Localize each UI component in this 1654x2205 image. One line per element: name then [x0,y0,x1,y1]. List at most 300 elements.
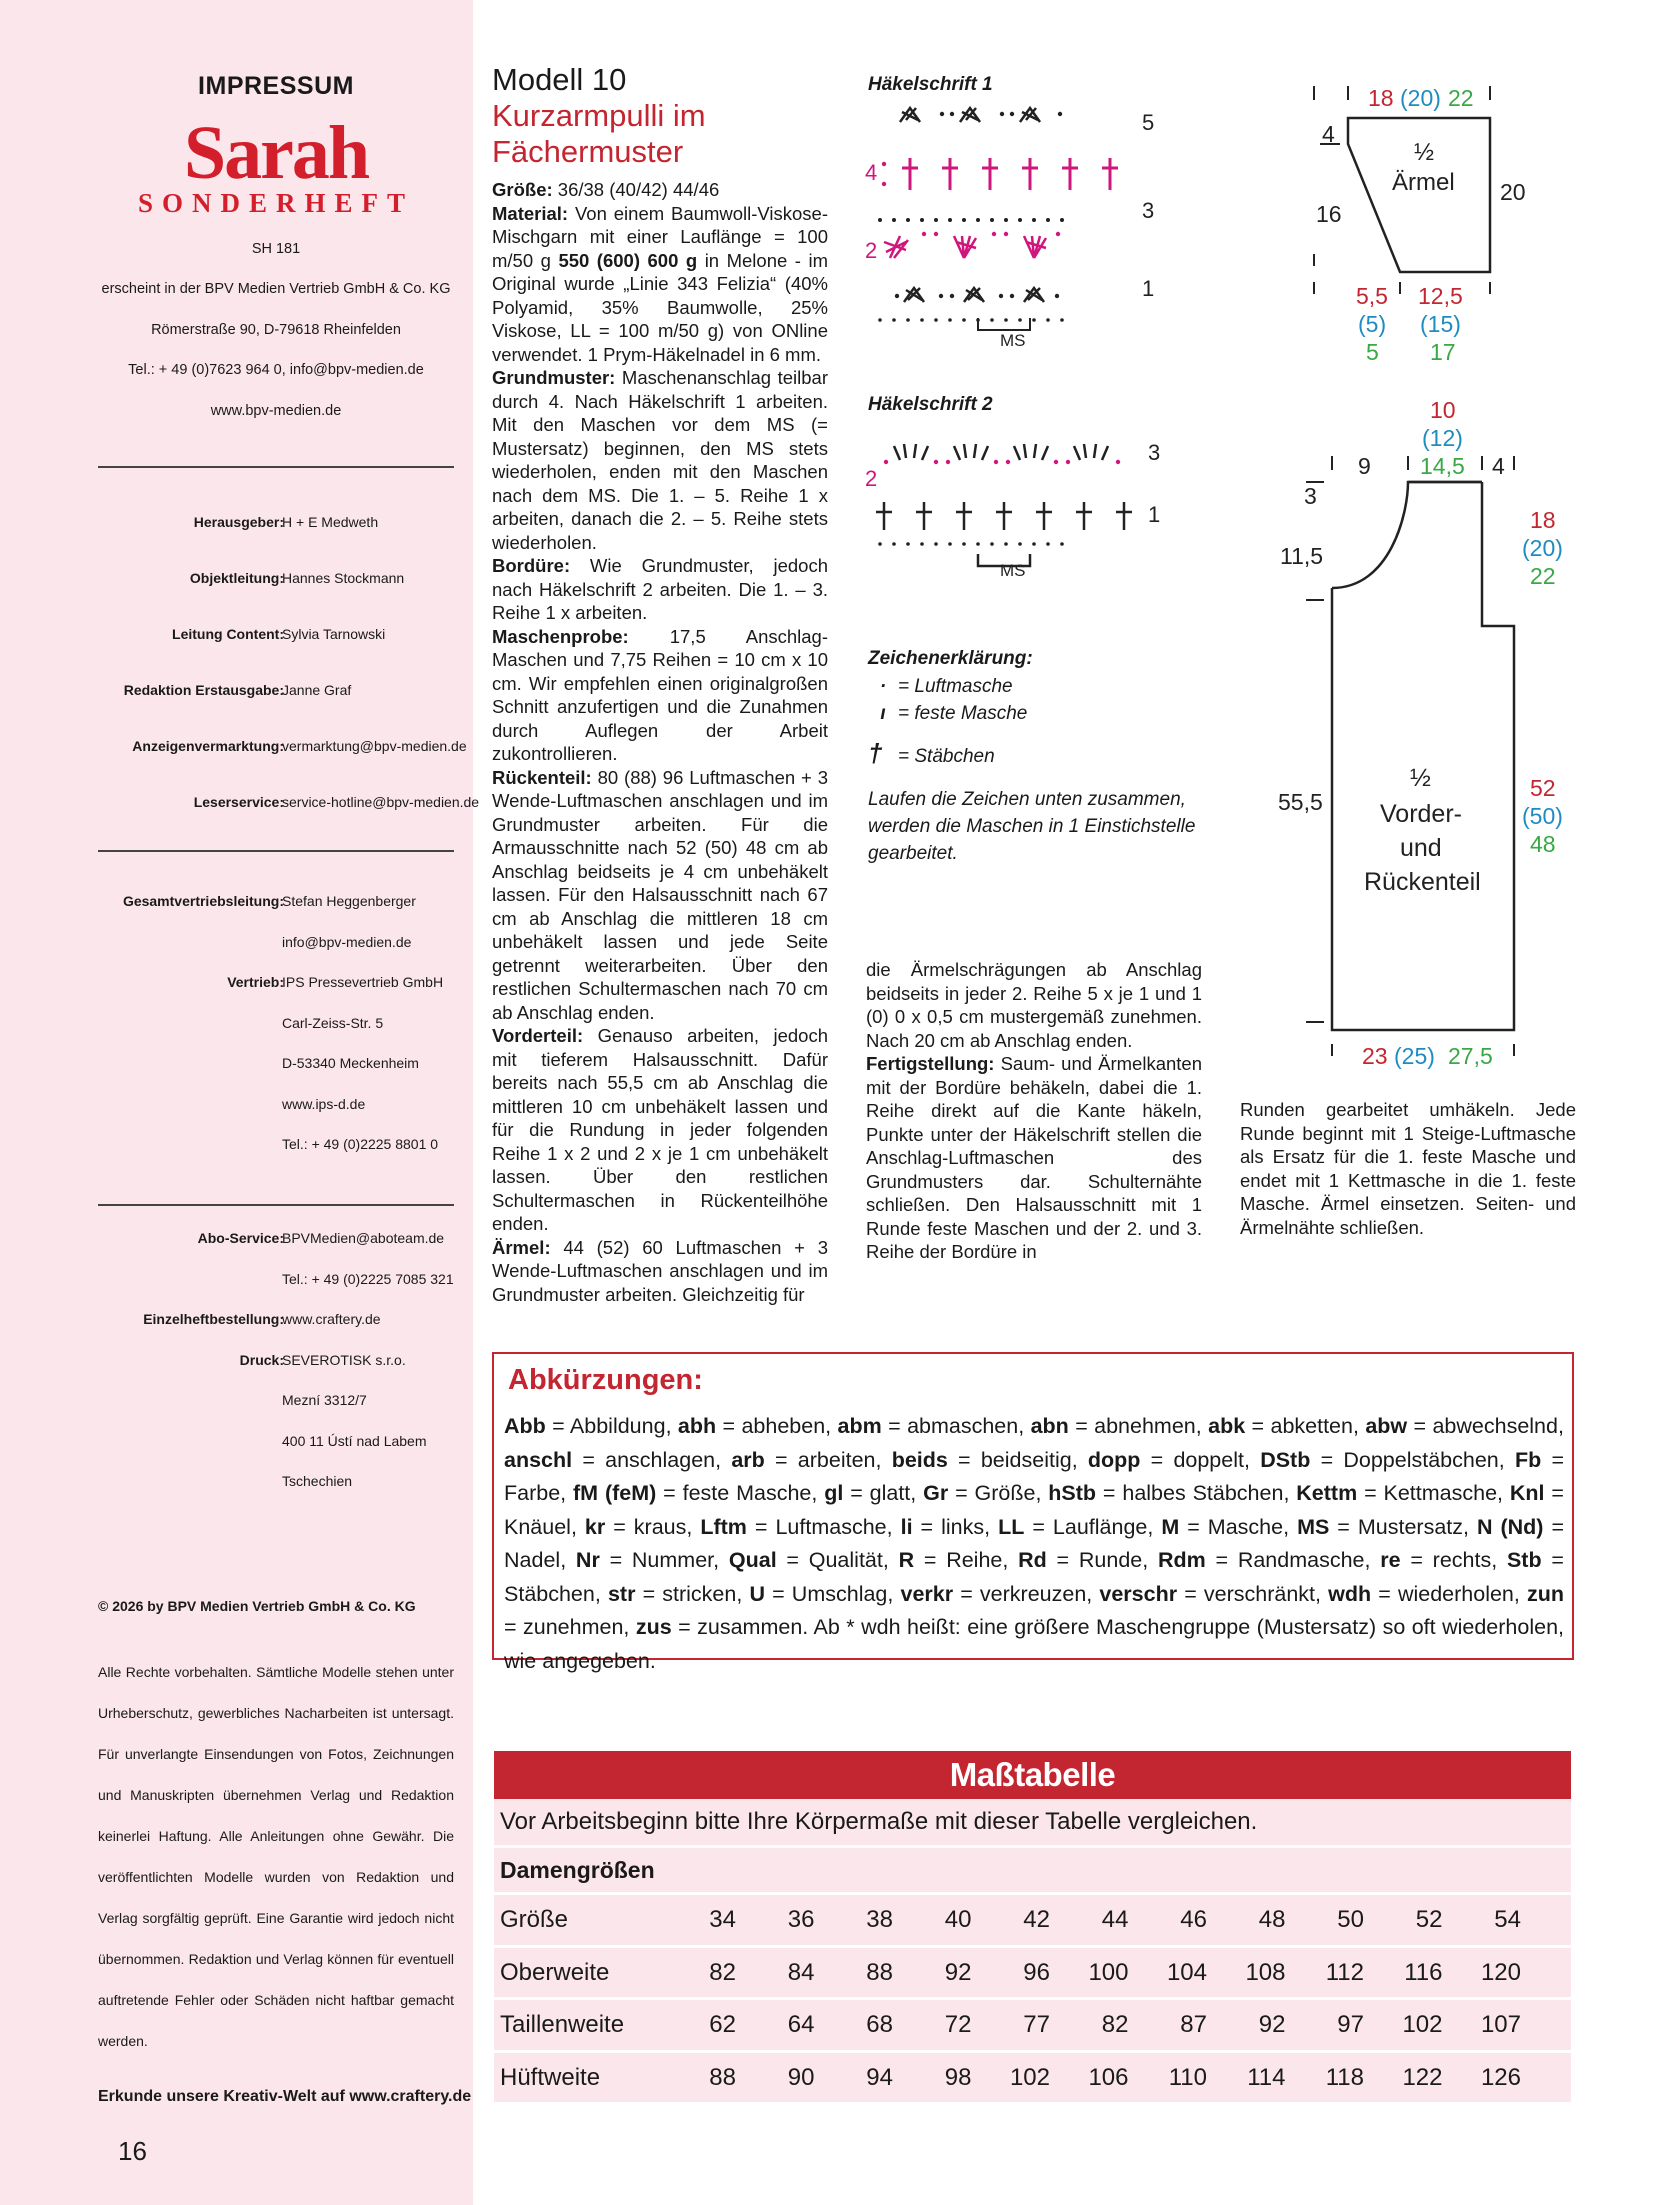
divider [98,466,454,468]
abbreviation-term: N (Nd) [1476,1514,1544,1539]
abbreviation-meaning: Größe [974,1481,1036,1505]
size-cell: 92 [1258,2011,1286,2038]
abbreviation-entry: dopp = doppelt, [1087,1447,1261,1472]
staff-value[interactable]: service-hotline@bpv-medien.de [282,794,480,810]
abbreviation-meaning: doppelt [1173,1447,1244,1472]
armhole-3: 22 [1530,563,1556,589]
abbreviation-entry: R = Reihe, [898,1548,1019,1572]
size-cell: 116 [1404,1958,1443,1986]
size-cell: 48 [1258,1906,1286,1933]
abbreviation-term: Gr [923,1481,949,1505]
service-value[interactable]: www.craftery.de [282,1311,381,1327]
size-cell: 102 [1009,2063,1050,2091]
abbreviation-meaning: Doppelstäbchen [1343,1447,1499,1472]
distribution-row [0,934,552,954]
service-row [0,1311,552,1331]
abbreviation-meaning: Nummer [631,1548,714,1572]
abbreviation-entry: hStb = halbes Stäbchen, [1048,1481,1297,1505]
abbreviations-list [504,1410,1564,1678]
abbreviation-term: beids [891,1447,948,1472]
body-top-1: 10 [1430,397,1456,423]
abbreviation-term: Rd [1018,1548,1047,1572]
neck-depth: 11,5 [1280,543,1324,569]
abbreviation-term: R [898,1548,915,1572]
sleeve-cap: 4 [1322,121,1335,147]
size-cell: 36 [787,1906,815,1933]
divider [98,850,454,852]
abbreviation-meaning: arbeiten [797,1447,876,1472]
abbreviation-entry: M = Masche, [1161,1514,1298,1539]
service-value: SEVEROTISK s.r.o. [282,1351,406,1368]
size-cell: 90 [787,2063,815,2091]
abbreviation-meaning: Luftmasche [775,1514,887,1539]
abbreviation-meaning: Kettmasche [1383,1481,1498,1505]
service-row [0,1230,552,1250]
abbreviation-term: hStb [1048,1481,1097,1505]
size-row [494,2053,1571,2103]
legal-text: Alle Rechte vorbehalten. Sämtliche Modelle stehen unter Urheberschutz, gewerbliches Nacharbeiten ist untersagt. Für unverlangte Einsendungen von Fotos, Zeichnungen und Manuskripten übernehmen Verlag und Redaktion keinerlei Haftung. Alle Anleitungen ohne Gewähr. Die veröffentlichten Modelle wurden von Redaktion und Verlag sorgfältig geprüft. Eine Garantie wird jedoch nicht übernommen. Redaktion und Verlag können für eventuell auftretende Fehler oder Schäden nicht haftbar gemacht werden. [98,1664,454,2049]
distribution-value[interactable]: www.ips-d.de [282,1095,366,1112]
size-cell: 100 [1088,1958,1129,1986]
sleeve-bl-3: 5 [1366,339,1379,365]
abbreviation-meaning: verkreuzen [979,1581,1087,1606]
abbreviation-term: zun [1527,1581,1565,1606]
size-cell: 94 [866,2063,893,2091]
service-value[interactable]: BPVMedien@aboteam.de [282,1230,445,1246]
size-cell: 102 [1402,2011,1443,2038]
divider [98,1204,454,1206]
distribution-row [0,1136,552,1156]
body-top-2: (12) [1422,425,1463,451]
distribution-row [0,1096,552,1116]
logo-sub: SONDERHEFT [137,188,415,218]
abbreviation-term: anschl [504,1447,573,1472]
sleeve-br-1: 12,5 [1418,283,1463,309]
row-label-2: 2 [865,238,878,263]
size-cell: 118 [1325,2063,1364,2091]
abbreviation-meaning: Knäuel [504,1514,571,1539]
row-label-1: 1 [1142,276,1155,301]
sarah-logo [0,111,552,218]
size-cell: 106 [1088,2063,1129,2091]
abbreviation-entry: verschr = verschränkt, [1099,1581,1329,1606]
abbreviation-term: re [1380,1548,1401,1572]
size-cell: 72 [944,2011,972,2038]
section-text: Damengrößen [500,1857,655,1883]
staff-row [0,682,552,702]
size-cell: 87 [1180,2011,1207,2038]
abbreviation-entry: arb = arbeiten, [731,1447,892,1472]
abbreviation-term: abn [1030,1414,1069,1438]
abbreviation-entry: re = rechts, [1380,1548,1507,1572]
size-row [494,1895,1571,1945]
staff-row [0,514,552,534]
abbreviation-term: arb [731,1447,765,1472]
length-right-3: 48 [1530,831,1556,857]
abbreviation-entry: abn = abnehmen, [1030,1414,1209,1438]
abbreviation-meaning: beidseitig [980,1447,1072,1472]
staff-key: Objektleitung: [189,570,284,586]
abbreviation-entry: Gr = Größe, [923,1481,1049,1505]
abbreviation-meaning: anschlagen [605,1447,716,1472]
abbreviation-meaning: abwechselnd [1432,1414,1558,1438]
length-right-2: (50) [1522,803,1563,829]
abbreviation-meaning: abketten [1270,1414,1353,1438]
dagger-icon: † [868,738,883,768]
abbreviation-meaning: Stäbchen [504,1581,595,1606]
instructions-column-3: Runden gearbeitet umhäkeln. Jede Runde beginnt mit 1 Steige-Luftmasche als Ersatz für die 1. feste Masche und endet mit 1 Kettmasche in die 1. feste Masche. Ärmel einsetzen. Seiten- und Ärmelnähte schließen. [1240,1099,1576,1238]
abbreviation-entry: abw = abwechselnd, [1365,1414,1564,1438]
abbreviation-entry: Rdm = Randmasche, [1157,1548,1381,1572]
abbreviation-entry: zus = zusammen. [635,1615,814,1639]
staff-row [0,626,552,646]
neck-drop: 3 [1304,483,1317,509]
size-cell: 92 [944,1958,972,1986]
abbreviation-meaning: rechts [1432,1548,1492,1572]
abbreviation-term: abk [1208,1414,1246,1438]
abbreviation-entry: U = Umschlag, [749,1581,901,1606]
distribution-row [0,974,552,994]
publisher-address: Römerstraße 90, D-79618 Rheinfelden [151,322,401,338]
bottom-3: 27,5 [1448,1043,1493,1069]
body-schematic [1270,394,1590,1074]
staff-key: Herausgeber: [193,514,284,530]
abbreviation-meaning: Mustersatz [1357,1514,1463,1539]
size-cell: 88 [709,2063,736,2091]
abbreviation-entry: DStb = Doppelstäbchen, [1260,1447,1515,1472]
abbreviation-meaning: halbes Stäbchen [1122,1481,1284,1505]
abbreviation-entry: beids = beidseitig, [891,1447,1088,1472]
legend-sc [868,703,1027,725]
ms-label: MS [1000,331,1026,350]
distribution-row [0,1015,552,1035]
legend-dc-text: = Stäbchen [898,746,995,767]
abbreviation-entry: Knl = Knäuel, [504,1481,1564,1539]
bottom-2: (25) [1394,1043,1435,1069]
abbreviation-entry: fM (feM) = feste Masche, [573,1481,825,1505]
abbreviation-term: Knl [1509,1481,1545,1505]
abbreviation-entry: Abb = Abbildung, [504,1414,678,1438]
abbreviation-entry: verkr = verkreuzen, [900,1581,1100,1606]
abbreviation-meaning: zunehmen [523,1615,624,1639]
logo-main: Sarah [183,111,369,195]
size-row [494,1948,1571,1998]
service-key: Einzelheftbestellung: [143,1311,284,1327]
abbreviation-entry: Qual = Qualität, [728,1548,899,1572]
service-key: Abo-Service: [197,1230,284,1246]
copyright: © 2026 by BPV Medien Vertrieb GmbH & Co. KG [98,1598,416,1614]
distribution-key: Vertrieb: [227,974,284,990]
size-table-title: Maßtabelle [494,1751,1571,1799]
size-row [494,2000,1571,2050]
size-row-label: Oberweite [500,1958,610,1986]
row2-label-1: 1 [1148,502,1161,527]
staff-value[interactable]: vermarktung@bpv-medien.de [282,738,467,754]
publisher-line: erscheint in der BPV Medien Vertrieb GmbH & Co. KG [101,281,451,297]
length-left: 55,5 [1278,789,1323,815]
abbreviation-meaning: Lauflänge [1052,1514,1148,1539]
row2-label-2: 2 [865,466,878,491]
abbreviation-entry: abm = abmaschen, [837,1414,1031,1438]
body-label-half: ½ [1410,764,1431,792]
distribution-key: Gesamtvertriebsleitung: [122,893,284,909]
bar-icon: ı [880,703,886,724]
title-line-1: Kurzarmpulli im [492,98,706,133]
sleeve-top-2: (20) [1400,85,1441,111]
size-cell: 52 [1415,1906,1443,1933]
size-cell: 110 [1168,2063,1207,2091]
dot-icon: · [879,676,887,697]
article-title [492,98,706,170]
size-cell: 98 [944,2063,972,2091]
size-cell: 50 [1337,1906,1364,1933]
abbreviation-entry: li = links, [900,1514,999,1539]
abbreviation-term: Rdm [1157,1548,1206,1572]
abbreviation-entry: wdh = wiederholen, [1328,1581,1528,1606]
model-number: Modell 10 [492,62,627,97]
sleeve-bl-1: 5,5 [1356,283,1388,309]
abbreviation-term: M [1161,1514,1180,1539]
abbreviation-meaning: kraus [633,1514,687,1539]
distribution-value: IPS Pressevertrieb GmbH [282,974,444,990]
crochet-chart-2 [860,420,1180,580]
instructions-column-2: die Ärmelschrägungen ab Anschlag beidseits in jeder 2. Reihe 5 x je 1 und 1 (0) 0 x 0,5 cm mustergemäß zunehmen. Nach 20 cm ab Anschlag enden. Fertigstellung: Saum- und Ärmelkanten mit der Bordüre behäkeln, dabei die 1. Reihe direkt auf die Kante häkeln, Punkte unter der Häkelschrift stellen die Anschlag-Luftmaschen des Grundmusters dar. Schulternähte schließen. Den Halsausschnitt mit 1 Runde feste Maschen und der 2. und 3. Reihe der Bordüre in [866,959,1202,1262]
row2-label-3: 3 [1148,440,1161,465]
size-cell: 42 [1023,1906,1050,1933]
sleeve-br-3: 17 [1430,339,1456,365]
service-row [0,1271,552,1291]
service-value: Tschechien [282,1473,353,1489]
size-cell: 77 [1023,2011,1050,2038]
abbreviation-entry: abh = abheben, [677,1414,838,1438]
abbreviation-term: Abb [504,1414,546,1438]
abbreviation-term: U [749,1581,765,1606]
body-label-rueck: Rückenteil [1364,868,1481,896]
abbreviation-term: wdh [1328,1581,1372,1606]
size-cell: 44 [1101,1906,1129,1933]
abbreviation-meaning: feste Masche [682,1481,812,1505]
abbreviation-term: gl [824,1481,844,1505]
bottom-1: 23 [1362,1043,1388,1069]
size-table-intro [494,1799,1571,1845]
abbreviation-term: verkr [900,1581,954,1606]
publisher-contact: Tel.: + 49 (0)7623 964 0, info@bpv-medien.de [128,362,424,378]
publisher-web[interactable]: www.bpv-medien.de [210,403,342,419]
staff-key: Leserservice: [193,794,284,810]
ms-label: MS [1000,561,1026,580]
abbreviation-meaning: Randmasche [1237,1548,1365,1572]
abbreviation-term: Lftm [700,1514,747,1539]
abbreviation-meaning: Reihe [946,1548,1003,1572]
size-cell: 84 [787,1958,815,1986]
distribution-row [0,893,552,913]
armhole-1: 18 [1530,507,1556,533]
legend-note: Laufen die Zeichen unten zusammen, werden die Maschen in 1 Einstichstelle gearbeitet. [868,789,1196,864]
abbreviation-term: Fb [1514,1447,1542,1472]
sleeve-half: ½ [1414,139,1435,166]
sleeve-left: 16 [1316,201,1342,227]
chart-1-label: Häkelschrift 1 [868,74,993,95]
abbreviation-term: verschr [1099,1581,1178,1606]
legend-dc [868,738,995,769]
impressum-heading: IMPRESSUM [198,72,354,100]
abbreviation-entry: Nr = Nummer, [575,1548,729,1572]
abbreviation-entry: str = stricken, [607,1581,750,1606]
sleeve-top-1: 18 [1368,85,1394,111]
size-cell: 62 [709,2011,736,2038]
sleeve-schematic [1260,76,1550,376]
service-row [0,1352,552,1372]
craftery-link[interactable]: Erkunde unsere Kreativ-Welt auf www.craftery.de [98,2088,472,2105]
issue-number: SH 181 [251,241,301,257]
legend-sc-text: = feste Masche [898,703,1028,724]
size-cell: 34 [709,1906,736,1933]
size-cell: 64 [787,2011,815,2038]
service-row [0,1433,552,1453]
size-cell: 38 [866,1906,893,1933]
abbreviation-entry: abk = abketten, [1208,1414,1366,1438]
sleeve-right: 20 [1500,179,1526,205]
abbreviation-term: str [607,1581,636,1606]
size-row-label: Taillenweite [500,2011,625,2038]
abbreviation-entry: LL = Lauflänge, [998,1514,1162,1539]
abbreviation-term: LL [998,1514,1025,1539]
abbreviation-term: Stb [1506,1548,1542,1572]
abbreviation-meaning: Farbe [504,1481,561,1505]
row-label-4: 4 [865,160,878,185]
abbreviation-term: fM (feM) [573,1481,657,1505]
chart-2-label: Häkelschrift 2 [868,394,993,415]
size-cell: 40 [944,1906,972,1933]
size-table-rows [494,1892,1571,2102]
size-cell: 112 [1325,1958,1364,1986]
length-right-1: 52 [1530,775,1556,801]
abbreviations-title: Abkürzungen: [508,1364,703,1396]
size-cell: 107 [1480,2011,1521,2038]
abbreviation-meaning: Nadel [504,1548,561,1572]
abbreviation-term: dopp [1087,1447,1141,1472]
distribution-value: Stefan Heggenberger [282,893,416,909]
abbreviation-meaning: verschränkt [1203,1581,1316,1606]
sleeve-bl-2: (5) [1358,311,1387,337]
size-cell: 97 [1337,2011,1364,2038]
service-value: 400 11 Ústí nad Labem [282,1432,427,1449]
legend-chain-text: = Luftmasche [898,676,1013,697]
page-number: 16 [118,2136,147,2166]
staff-value: Janne Graf [282,682,352,698]
abbreviation-meaning: abheben [741,1414,826,1438]
size-cell: 122 [1402,2063,1443,2091]
abbreviations-box [492,1352,1574,1673]
sleeve-top-3: 22 [1448,85,1474,111]
armhole-2: (20) [1522,535,1563,561]
sleeve-label: Ärmel [1392,169,1455,196]
abbreviation-meaning: Runde [1078,1548,1143,1572]
crochet-chart-1 [860,100,1180,350]
abbreviation-meaning: glatt [869,1481,911,1505]
abbreviation-term: abw [1365,1414,1408,1438]
abbreviation-term: Nr [575,1548,600,1572]
abbreviation-entry: MS = Mustersatz, [1297,1514,1477,1539]
abbreviation-meaning: abmaschen [907,1414,1019,1438]
abbreviation-meaning: Abbildung [569,1414,666,1438]
distribution-value: Carl-Zeiss-Str. 5 [282,1014,384,1031]
abbreviation-term: abm [837,1414,882,1438]
distribution-value: D-53340 Meckenheim [282,1055,419,1071]
abbreviation-meaning: stricken [662,1581,737,1606]
staff-value: H + E Medweth [282,514,379,530]
size-cell: 82 [1101,2011,1129,2038]
title-line-2: Fächermuster [492,134,684,169]
service-value: Tel.: + 49 (0)2225 7085 321 [282,1270,454,1287]
size-row-label: Größe [500,1906,569,1933]
size-cell: 126 [1480,2063,1521,2091]
staff-key: Leitung Content: [172,626,284,642]
staff-key: Anzeigenvermarktung: [132,738,284,754]
staff-row [0,794,552,814]
abbreviation-meaning: wiederholen [1397,1581,1514,1606]
abbreviation-term: Kettm [1296,1481,1358,1505]
service-row [0,1392,552,1412]
abbreviation-entry: anschl = anschlagen, [504,1447,732,1472]
abbreviation-meaning: zusammen [697,1615,803,1639]
distribution-value[interactable]: info@bpv-medien.de [282,933,412,950]
abbreviation-meaning: Qualität [808,1548,883,1572]
size-cell: 46 [1180,1906,1207,1933]
distribution-row [0,1055,552,1075]
size-cell: 108 [1245,1958,1286,1986]
staff-value: Sylvia Tarnowski [282,626,386,642]
abbreviation-term: DStb [1260,1447,1311,1472]
sleeve-br-2: (15) [1420,311,1461,337]
body-label-und: und [1400,834,1442,862]
row-label-5: 5 [1142,110,1155,135]
abbreviation-entry: Rd = Runde, [1018,1548,1158,1572]
abbreviation-meaning: abnehmen [1094,1414,1196,1438]
abbreviation-term: Qual [728,1548,777,1572]
staff-row [0,570,552,590]
abbreviation-entry: Lftm = Luftmasche, [700,1514,901,1539]
abbreviation-entry: kr = kraus, [584,1514,701,1539]
size-cell: 82 [709,1958,736,1986]
abbreviation-entry: zun = zunehmen, [504,1581,1565,1639]
size-table-section [494,1848,1571,1892]
intro-text: Vor Arbeitsbeginn bitte Ihre Körpermaße mit dieser Tabelle vergleichen. [500,1808,1258,1835]
abbreviation-term: li [900,1514,913,1539]
body-label-vorder: Vorder- [1380,800,1462,828]
size-cell: 54 [1494,1906,1521,1933]
abbreviation-entry: Stb = Stäbchen, [504,1548,1564,1606]
size-cell: 96 [1023,1958,1050,1986]
size-cell: 114 [1247,2063,1286,2091]
row-label-3: 3 [1142,198,1155,223]
abbreviation-footer: Ab * wdh heißt: eine größere Maschengruppe (Mustersatz) so oft wiederholen, wie angegeben. [504,1615,1564,1673]
size-cell: 68 [866,2011,893,2038]
body-top-3: 14,5 [1420,453,1465,479]
abbreviation-meaning: links [941,1514,985,1539]
body-top-left: 9 [1358,453,1371,479]
instructions-column-1: Größe: 36/38 (40/42) 44/46 Material: Von einem Baumwoll-Viskose-Mischgarn mit einer Lauflänge = 100 m/50 g 550 (600) 600 g in Melone - im Original wurde „Linie 343 Felizia“ (40% Polyamid, 35% Baumwolle, 25% Viskose, LL = 100 m/50 g) von ONline verwendet. 1 Prym-Häkelnadel in 6 mm. Grundmuster: Maschenanschlag teilbar durch 4. Nach Häkelschrift 1 arbeiten. Mit den Maschen vor dem MS (= Mustersatz) beginnen, den MS stets wiederholen, enden mit den Maschen nach dem MS. Die 1. – 5. Reihe 1 x arbeiten, danach die 2. – 5. Reihe stets wiederholen. Bordüre: Wie Grundmuster, jedoch nach Häkelschrift 2 arbeiten. Die 1. – 3. Reihe 1 x arbeiten. Maschenprobe: 17,5 Anschlag-Maschen und 7,75 Reihen = 10 cm x 10 cm. Wir empfehlen einen originalgroßen Schnitt anzufertigen und die Zunahmen durch Auflegen der Arbeit zukontrollieren. Rückenteil: 80 (88) 96 Luftmaschen + 3 Wende-Luftmaschen anschlagen und im Grundmuster arbeiten. Für die Armausschnitte nach 52 (50) 48 cm ab Anschlag beidseits je 4 cm unbehäkelt lassen. Für den Halsausschnitt nach 67 cm ab Anschlag die mittleren 18 cm unbehäkelt lassen und jede Seite getrennt weiterarbeiten. Über den restlichen Schultermaschen nach 70 cm ab Anschlag enden. Vorderteil: Genauso arbeiten, jedoch mit tieferem Halsausschnitt. Dafür bereits nach 55,5 cm ab Anschlag die mittleren 10 cm unbehäkelt lassen und für die Rundung in jeder folgenden Reihe 1 x 2 und 2 x je 1 cm unbehäkelt lassen. Über den restlichen Schultermaschen in Rückenteilhöhe enden. Ärmel: 44 (52) 60 Luftmaschen + 3 Wende-Luftmaschen anschlagen und im Grundmuster arbeiten. Gleichzeitig für [492,179,828,1305]
size-row-label: Hüftweite [500,2063,601,2091]
staff-key: Redaktion Erstausgabe: [123,682,284,698]
service-key: Druck: [239,1351,284,1368]
service-row [0,1473,552,1493]
abbreviation-entry: gl = glatt, [824,1481,924,1505]
body-top-right: 4 [1492,453,1505,479]
abbreviation-term: abh [677,1414,717,1438]
abbreviation-entry: Kettm = Kettmasche, [1296,1481,1510,1505]
size-table [494,1751,1571,2102]
